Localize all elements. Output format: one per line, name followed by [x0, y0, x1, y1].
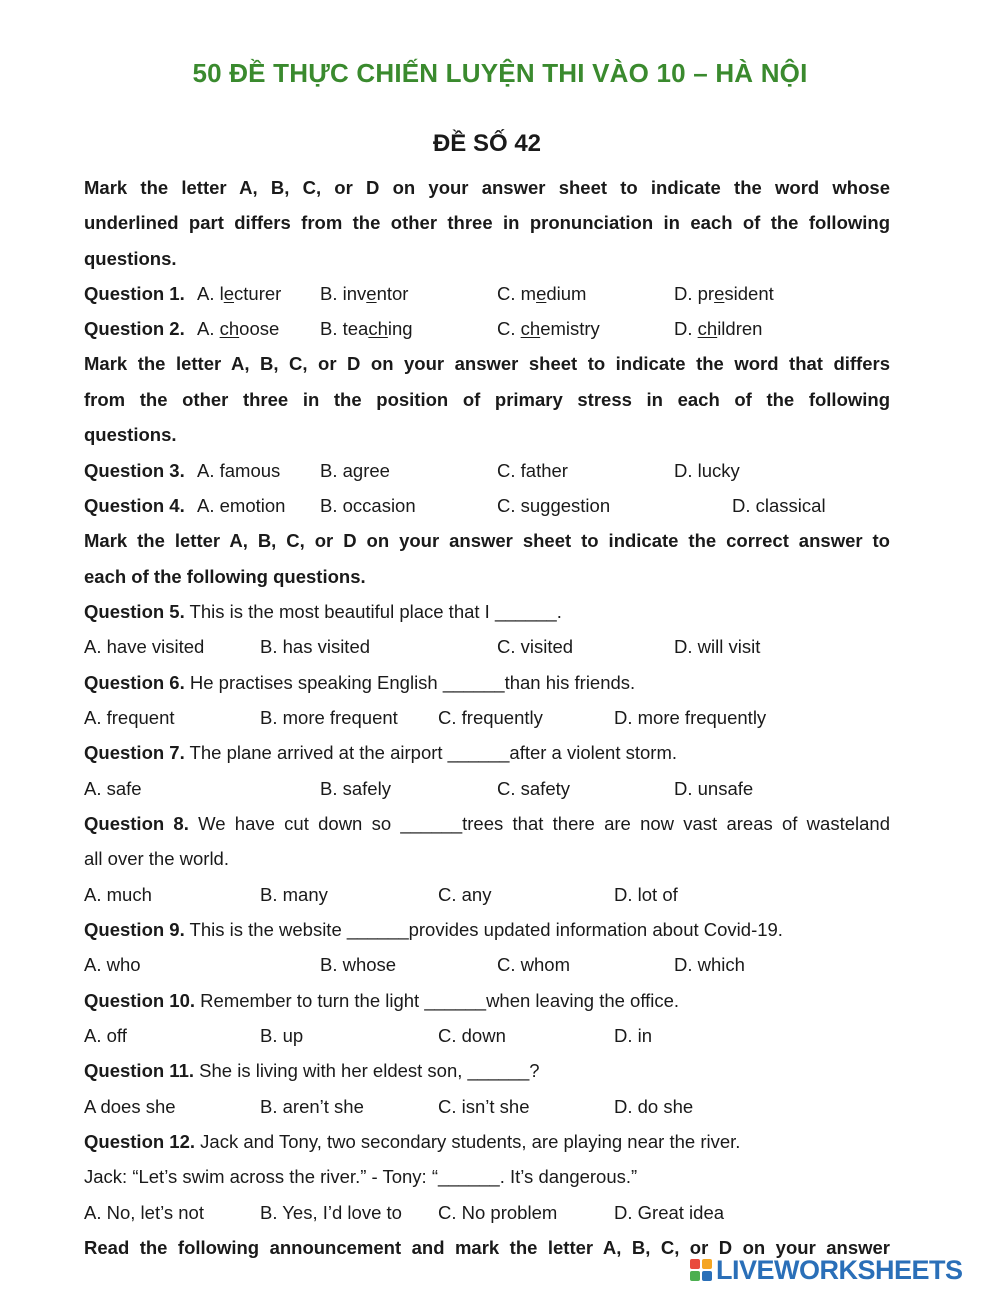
question-6-option-a[interactable]: A. frequent: [84, 707, 175, 728]
question-12-text: Jack and Tony, two secondary students, are playing near the river.: [195, 1131, 741, 1152]
question-3-option-d[interactable]: D. lucky: [674, 460, 740, 481]
question-2-option-d[interactable]: D. children: [674, 318, 763, 339]
question-11-option-c[interactable]: C. isn’t she: [438, 1096, 530, 1117]
question-5-label: Question 5.: [84, 601, 185, 622]
question-2-label: Question 2.: [84, 318, 185, 339]
question-5-stem: [84, 600, 890, 624]
liveworksheets-logo-icon: [690, 1259, 712, 1281]
question-3-option-b[interactable]: B. agree: [320, 460, 390, 481]
instruction-stress-line-1: Mark the letter A, B, C, or D on your answer sheet to indicate the word that differs: [84, 353, 890, 374]
question-11-option-a[interactable]: A does she: [84, 1096, 176, 1117]
instruction-stress-line-2: from the other three in the position of primary stress in each of the following: [84, 389, 890, 410]
question-5-text: This is the most beautiful place that I ______.: [184, 601, 562, 622]
question-9-text: This is the website ______provides updated information about Covid-19.: [184, 919, 783, 940]
question-11-stem: [84, 1059, 890, 1083]
question-5-option-a[interactable]: A. have visited: [84, 636, 205, 657]
question-1-option-b[interactable]: B. inventor: [320, 283, 409, 304]
question-3-label: Question 3.: [84, 460, 185, 481]
question-11-label: Question 11.: [84, 1060, 195, 1081]
question-9-option-a[interactable]: A. who: [84, 954, 141, 975]
question-4-option-b[interactable]: B. occasion: [320, 495, 416, 516]
question-8-text: We have cut down so ______trees that there are now vast areas of wasteland: [188, 813, 890, 834]
exam-number: ĐỀ SỐ 42: [432, 130, 542, 157]
question-9-label: Question 9.: [84, 919, 185, 940]
question-3-option-c[interactable]: C. father: [497, 460, 568, 481]
instruction-announcement-line-1: Read the following announcement and mark the letter A, B, C, or D on your answer: [84, 1237, 890, 1258]
question-5-option-d[interactable]: D. will visit: [674, 636, 761, 657]
question-6-option-b[interactable]: B. more frequent: [260, 707, 398, 728]
question-7-option-c[interactable]: C. safety: [497, 778, 570, 799]
question-8-label: Question 8.: [84, 813, 189, 834]
liveworksheets-logo: [690, 1254, 963, 1286]
question-5-option-b[interactable]: B. has visited: [260, 636, 371, 657]
question-8-option-d[interactable]: D. lot of: [614, 884, 678, 905]
question-10-option-b[interactable]: B. up: [260, 1025, 304, 1046]
question-1-label: Question 1.: [84, 283, 185, 304]
question-1-option-d[interactable]: D. president: [674, 283, 774, 304]
question-2-option-c[interactable]: C. chemistry: [497, 318, 600, 339]
question-8-stem: [84, 812, 890, 836]
question-10-label: Question 10.: [84, 990, 196, 1011]
question-12-stem: [84, 1130, 890, 1154]
question-12-option-b[interactable]: B. Yes, I’d love to: [260, 1202, 402, 1223]
instruction-pronunciation-line-2: underlined part differs from the other three in pronunciation in each of the following: [84, 212, 890, 233]
question-6-stem: [84, 671, 890, 695]
question-2-option-b[interactable]: B. teaching: [320, 318, 413, 339]
question-6-option-d[interactable]: D. more frequently: [614, 707, 767, 728]
question-12-label: Question 12.: [84, 1131, 196, 1152]
question-1-option-c[interactable]: C. medium: [497, 283, 587, 304]
liveworksheets-logo-text: LIVEWORKSHEETS: [716, 1254, 963, 1285]
question-2-option-a[interactable]: A. choose: [197, 318, 280, 339]
question-8-stem-line-2: all over the world.: [84, 848, 229, 869]
question-11-option-b[interactable]: B. aren’t she: [260, 1096, 364, 1117]
question-4-option-c[interactable]: C. suggestion: [497, 495, 611, 516]
question-8-option-a[interactable]: A. much: [84, 884, 152, 905]
question-4-option-d[interactable]: D. classical: [732, 495, 826, 516]
question-11-text: She is living with her eldest son, ______?: [194, 1060, 540, 1081]
question-7-text: The plane arrived at the airport ______after a violent storm.: [184, 742, 677, 763]
instruction-correct-answer-line-2: each of the following questions.: [84, 566, 366, 587]
question-4-label: Question 4.: [84, 495, 185, 516]
question-10-stem: [84, 989, 890, 1013]
question-9-option-d[interactable]: D. which: [674, 954, 745, 975]
question-7-option-a[interactable]: A. safe: [84, 778, 142, 799]
question-1-option-a[interactable]: A. lecturer: [197, 283, 282, 304]
question-5-option-c[interactable]: C. visited: [497, 636, 574, 657]
question-12-dialogue: Jack: “Let’s swim across the river.” - Tony: “______. It’s dangerous.”: [84, 1166, 638, 1187]
question-12-option-a[interactable]: A. No, let’s not: [84, 1202, 204, 1223]
question-10-option-c[interactable]: C. down: [438, 1025, 506, 1046]
question-6-option-c[interactable]: C. frequently: [438, 707, 543, 728]
question-10-option-d[interactable]: D. in: [614, 1025, 653, 1046]
question-6-text: He practises speaking English ______than his friends.: [184, 672, 636, 693]
question-11-option-d[interactable]: D. do she: [614, 1096, 694, 1117]
instruction-pronunciation-line-1: Mark the letter A, B, C, or D on your answer sheet to indicate the word whose: [84, 177, 890, 198]
question-3-option-a[interactable]: A. famous: [197, 460, 281, 481]
instruction-correct-answer-line-1: Mark the letter A, B, C, or D on your answer sheet to indicate the correct answer to: [84, 530, 890, 551]
question-8-option-c[interactable]: C. any: [438, 884, 492, 905]
question-4-option-a[interactable]: A. emotion: [197, 495, 286, 516]
question-10-option-a[interactable]: A. off: [84, 1025, 127, 1046]
question-8-option-b[interactable]: B. many: [260, 884, 328, 905]
question-9-option-c[interactable]: C. whom: [497, 954, 570, 975]
question-12-option-d[interactable]: D. Great idea: [614, 1202, 725, 1223]
instruction-pronunciation-line-3: questions.: [84, 248, 177, 269]
page-title: 50 ĐỀ THỰC CHIẾN LUYỆN THI VÀO 10 – HÀ NỘI: [192, 58, 808, 88]
question-7-label: Question 7.: [84, 742, 185, 763]
question-12-option-c[interactable]: C. No problem: [438, 1202, 558, 1223]
instruction-stress-line-3: questions.: [84, 424, 177, 445]
question-10-text: Remember to turn the light ______when leaving the office.: [195, 990, 680, 1011]
question-6-label: Question 6.: [84, 672, 185, 693]
question-9-stem: [84, 918, 890, 942]
question-7-stem: [84, 741, 890, 765]
question-9-option-b[interactable]: B. whose: [320, 954, 397, 975]
question-7-option-b[interactable]: B. safely: [320, 778, 391, 799]
question-7-option-d[interactable]: D. unsafe: [674, 778, 754, 799]
